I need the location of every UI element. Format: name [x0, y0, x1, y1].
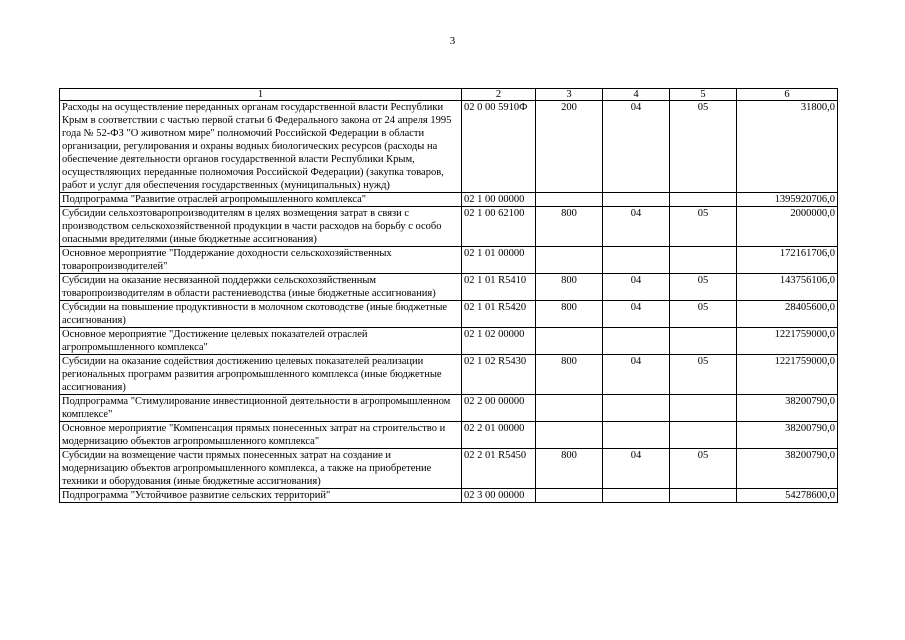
row-code: 02 1 00 00000 — [462, 193, 536, 207]
row-amount: 172161706,0 — [737, 247, 838, 274]
row-amount: 31800,0 — [737, 101, 838, 193]
row-amount: 28405600,0 — [737, 301, 838, 328]
row-section — [603, 328, 670, 355]
table-row — [60, 301, 838, 328]
row-subsection: 05 — [670, 449, 737, 489]
row-amount: 38200790,0 — [737, 422, 838, 449]
header-row — [60, 89, 838, 101]
row-subsection — [670, 395, 737, 422]
row-subsection: 05 — [670, 207, 737, 247]
row-section — [603, 193, 670, 207]
table-row — [60, 395, 838, 422]
row-amount: 1395920706,0 — [737, 193, 838, 207]
row-expense-type: 800 — [536, 274, 603, 301]
row-section: 04 — [603, 449, 670, 489]
row-name: Подпрограмма "Развитие отраслей агропромышленного комплекса" — [60, 193, 462, 207]
row-expense-type: 800 — [536, 355, 603, 395]
row-subsection: 05 — [670, 301, 737, 328]
row-code: 02 1 02 R5430 — [462, 355, 536, 395]
row-name: Подпрограмма "Устойчивое развитие сельских территорий" — [60, 489, 462, 503]
header-col-6: 6 — [737, 89, 838, 101]
row-subsection: 05 — [670, 355, 737, 395]
row-name: Субсидии на возмещение части прямых понесенных затрат на создание и модернизацию объектов агропромышленного комплекса, а также на приобретение техники и оборудования (иные бюджетные ассигнования) — [60, 449, 462, 489]
table-row — [60, 449, 838, 489]
header-col-3: 3 — [536, 89, 603, 101]
row-name: Субсидии сельхозтоваропроизводителям в целях возмещения затрат в связи с производством сельскохозяйственной продукции в части расходов на борьбу с особо опасными вредителями (иные бюджетные ассигнования) — [60, 207, 462, 247]
row-name: Основное мероприятие "Достижение целевых показателей отраслей агропромышленного комплекса" — [60, 328, 462, 355]
row-section: 04 — [603, 274, 670, 301]
row-expense-type — [536, 395, 603, 422]
table-row — [60, 247, 838, 274]
row-amount: 38200790,0 — [737, 395, 838, 422]
row-subsection: 05 — [670, 101, 737, 193]
row-section: 04 — [603, 207, 670, 247]
row-subsection — [670, 422, 737, 449]
row-code: 02 2 01 00000 — [462, 422, 536, 449]
row-code: 02 2 01 R5450 — [462, 449, 536, 489]
table-row — [60, 207, 838, 247]
row-amount: 1221759000,0 — [737, 328, 838, 355]
row-code: 02 1 01 00000 — [462, 247, 536, 274]
row-expense-type — [536, 489, 603, 503]
row-section: 04 — [603, 101, 670, 193]
row-amount: 1221759000,0 — [737, 355, 838, 395]
row-section: 04 — [603, 301, 670, 328]
row-amount: 54278600,0 — [737, 489, 838, 503]
row-name: Основное мероприятие "Компенсация прямых понесенных затрат на строительство и модернизацию объектов агропромышленного комплекса" — [60, 422, 462, 449]
row-subsection — [670, 193, 737, 207]
table-row — [60, 193, 838, 207]
row-code: 02 1 01 R5420 — [462, 301, 536, 328]
row-expense-type: 800 — [536, 301, 603, 328]
table-row — [60, 274, 838, 301]
table-row — [60, 489, 838, 503]
row-code: 02 3 00 00000 — [462, 489, 536, 503]
row-code: 02 1 01 R5410 — [462, 274, 536, 301]
header-col-1: 1 — [60, 89, 462, 101]
row-section — [603, 422, 670, 449]
page-number: 3 — [449, 35, 456, 47]
row-subsection — [670, 328, 737, 355]
row-name: Субсидии на повышение продуктивности в молочном скотоводстве (иные бюджетные ассигнования) — [60, 301, 462, 328]
row-expense-type — [536, 328, 603, 355]
row-expense-type — [536, 193, 603, 207]
row-name: Субсидии на оказание содействия достижению целевых показателей реализации региональных программ развития агропромышленного комплекса (иные бюджетные ассигнования) — [60, 355, 462, 395]
row-amount: 143756106,0 — [737, 274, 838, 301]
header-col-2: 2 — [462, 89, 536, 101]
row-expense-type — [536, 247, 603, 274]
row-subsection — [670, 247, 737, 274]
row-subsection: 05 — [670, 274, 737, 301]
row-section: 04 — [603, 355, 670, 395]
row-section — [603, 395, 670, 422]
row-code: 02 2 00 00000 — [462, 395, 536, 422]
row-amount: 38200790,0 — [737, 449, 838, 489]
header-col-4: 4 — [603, 89, 670, 101]
row-expense-type — [536, 422, 603, 449]
header-col-5: 5 — [670, 89, 737, 101]
table-row — [60, 328, 838, 355]
row-expense-type: 800 — [536, 207, 603, 247]
table-row — [60, 422, 838, 449]
row-expense-type: 800 — [536, 449, 603, 489]
table-row — [60, 355, 838, 395]
row-name: Расходы на осуществление переданных органам государственной власти Республики Крым в соответствии с частью первой статьи 6 Федерального закона от 24 апреля 1995 года № 52-ФЗ "О животном мире" полномочий Российской Федерации в области организации, регулирования и охраны водных биологических ресурсов (расходы на обеспечение деятельности органов государственной власти Республики Крым, осуществляющих переданные полномочия Российской Федерации) (закупка товаров, работ и услуг для обеспечения государственных (муниципальных) нужд) — [60, 101, 462, 193]
row-code: 02 1 00 62100 — [462, 207, 536, 247]
row-code: 02 1 02 00000 — [462, 328, 536, 355]
row-amount: 2000000,0 — [737, 207, 838, 247]
row-name: Подпрограмма "Стимулирование инвестиционной деятельности в агропромышленном комплексе" — [60, 395, 462, 422]
row-expense-type: 200 — [536, 101, 603, 193]
row-code: 02 0 00 5910Ф — [462, 101, 536, 193]
table-row — [60, 101, 838, 193]
budget-table — [59, 88, 838, 503]
row-name: Субсидии на оказание несвязанной поддержки сельскохозяйственным товаропроизводителям в области растениеводства (иные бюджетные ассигнования) — [60, 274, 462, 301]
row-subsection — [670, 489, 737, 503]
row-section — [603, 247, 670, 274]
row-section — [603, 489, 670, 503]
row-name: Основное мероприятие "Поддержание доходности сельскохозяйственных товаропроизводителей" — [60, 247, 462, 274]
